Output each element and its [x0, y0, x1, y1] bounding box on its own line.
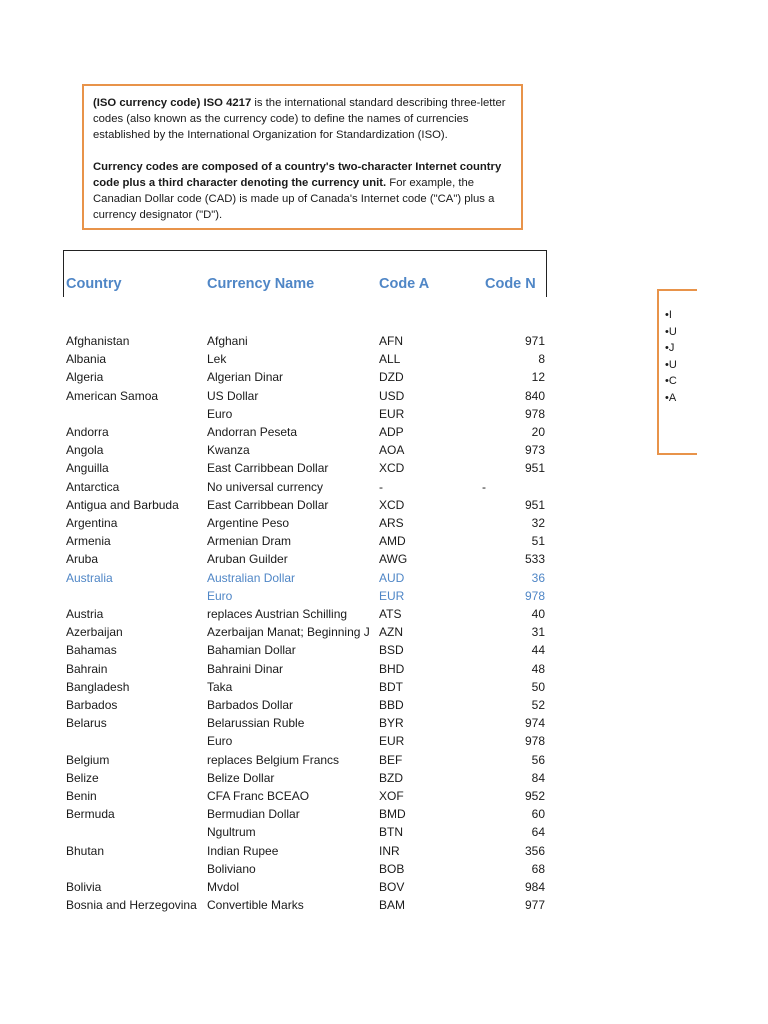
table-row	[0, 405, 768, 423]
cell-code-n: -	[482, 479, 486, 494]
info-p2-bold: Currency codes are composed of a country's two-character Internet country code plus a third character denoting the currency unit.	[93, 161, 502, 189]
cell-code-n: 974	[524, 716, 545, 731]
cell-code-a: AFN	[379, 334, 403, 348]
cell-code-a: BBD	[379, 698, 404, 712]
table-row	[0, 478, 768, 496]
cell-country: Antarctica	[66, 479, 120, 494]
cell-code-n: 20	[531, 425, 545, 439]
cell-code-n: 64	[531, 825, 545, 840]
table-row	[0, 805, 768, 823]
cell-code-a: BSD	[379, 643, 404, 658]
cell-currency-name: Bahraini Dinar	[207, 661, 284, 676]
table-row	[0, 623, 768, 641]
table-row	[0, 896, 768, 914]
cell-code-a: ARS	[379, 516, 404, 530]
cell-currency-name: East Carribbean Dollar	[207, 461, 329, 476]
cell-country: Bolivia	[66, 880, 102, 894]
table-row	[0, 550, 768, 568]
table-row	[0, 605, 768, 623]
cell-currency-name: Belize Dollar	[207, 770, 275, 785]
cell-code-a: -	[379, 479, 383, 494]
cell-currency-name: Lek	[207, 352, 227, 367]
table-row	[0, 387, 768, 405]
cell-code-n: 978	[524, 734, 545, 749]
info-paragraph-2	[93, 159, 511, 223]
cell-country: Bahrain	[66, 661, 108, 676]
cell-country: Aruba	[66, 552, 99, 567]
cell-code-n: 977	[524, 898, 545, 913]
cell-code-n: 32	[531, 516, 545, 530]
cell-country: Antigua and Barbuda	[66, 497, 179, 512]
cell-currency-name: Bermudian Dollar	[207, 807, 300, 822]
cell-code-a: INR	[379, 843, 400, 858]
cell-currency-name: Boliviano	[207, 861, 256, 876]
cell-code-n: 31	[531, 625, 545, 640]
table-row	[0, 459, 768, 477]
cell-code-n: 978	[524, 406, 545, 421]
cell-code-a: EUR	[379, 588, 405, 603]
cell-code-n: 44	[531, 643, 545, 658]
cell-currency-name: Belarussian Ruble	[207, 716, 305, 731]
cell-currency-name: Australian Dollar	[207, 570, 296, 585]
cell-country: Angola	[66, 443, 104, 458]
cell-code-n: 48	[531, 661, 545, 676]
cell-country: Azerbaijan	[66, 625, 123, 640]
cell-code-n: 951	[524, 461, 545, 476]
cell-currency-name: replaces Austrian Schilling	[207, 607, 348, 621]
cell-code-n: 973	[524, 443, 545, 458]
cell-code-a: EUR	[379, 734, 405, 749]
table-row	[0, 441, 768, 459]
cell-currency-name: Algerian Dinar	[207, 370, 284, 385]
cell-country: American Samoa	[66, 388, 159, 403]
cell-country: Andorra	[66, 425, 109, 439]
side-bullet: •C	[665, 375, 677, 387]
table-row	[0, 587, 768, 605]
info-p1-rest: is the international standard describing three-letter codes (also known as the currency code) to define the names of currencies established by the International Organization for Standardization (ISO).	[93, 97, 506, 141]
cell-currency-name: Andorran Peseta	[207, 425, 298, 439]
header-code-a: Code A	[379, 276, 430, 292]
cell-currency-name: Azerbaijan Manat; Beginning J	[207, 625, 370, 640]
cell-code-n: 60	[531, 807, 545, 822]
cell-code-a: XOF	[379, 789, 404, 803]
cell-code-a: ADP	[379, 425, 404, 439]
cell-country: Algeria	[66, 370, 104, 385]
cell-currency-name: Euro	[207, 406, 233, 421]
cell-country: Albania	[66, 352, 107, 367]
table-row	[0, 641, 768, 659]
side-bullet: •J	[665, 342, 675, 354]
cell-code-a: BOV	[379, 880, 405, 894]
cell-country: Anguilla	[66, 461, 109, 476]
cell-code-a: AOA	[379, 443, 405, 458]
table-row	[0, 842, 768, 860]
cell-code-a: AUD	[379, 570, 405, 585]
table-row	[0, 878, 768, 896]
cell-country: Bahamas	[66, 643, 117, 658]
side-bullet: •U	[665, 325, 677, 338]
header-country: Country	[66, 276, 122, 292]
iso-info-box	[82, 84, 523, 230]
cell-country: Benin	[66, 789, 97, 803]
cell-currency-name: Bahamian Dollar	[207, 643, 296, 658]
cell-currency-name: Euro	[207, 588, 233, 603]
cell-code-n: 533	[524, 552, 545, 567]
cell-country: Barbados	[66, 698, 118, 712]
cell-currency-name: Aruban Guilder	[207, 552, 288, 567]
info-p1-bold: (ISO currency code) ISO 4217	[93, 97, 252, 109]
table-row	[0, 787, 768, 805]
cell-code-a: DZD	[379, 370, 404, 385]
cell-code-n: 40	[531, 607, 545, 621]
header-code-n: Code N	[485, 276, 536, 292]
info-paragraph-1	[93, 95, 511, 143]
cell-code-a: BHD	[379, 661, 405, 676]
cell-code-n: 51	[531, 534, 545, 549]
cell-currency-name: No universal currency	[207, 479, 324, 494]
cell-code-n: 971	[524, 334, 545, 348]
cell-code-a: XCD	[379, 461, 405, 476]
cell-code-a: BDT	[379, 679, 403, 694]
cell-code-n: 68	[531, 861, 545, 876]
cell-code-a: ATS	[379, 607, 402, 621]
table-row	[0, 423, 768, 441]
cell-currency-name: CFA Franc BCEAO	[207, 789, 310, 803]
cell-currency-name: Mvdol	[207, 880, 240, 894]
cell-country: Belize	[66, 770, 99, 785]
cell-code-a: AZN	[379, 625, 403, 640]
table-row	[0, 769, 768, 787]
cell-code-a: BTN	[379, 825, 403, 840]
cell-code-a: BYR	[379, 716, 404, 731]
cell-country: Bermuda	[66, 807, 115, 822]
table-row	[0, 860, 768, 878]
table-row	[0, 350, 768, 368]
cell-code-a: BEF	[379, 752, 403, 767]
cell-country: Bhutan	[66, 843, 105, 858]
cell-country: Australia	[66, 570, 113, 585]
cell-currency-name: Indian Rupee	[207, 843, 279, 858]
cell-code-n: 56	[531, 752, 545, 767]
cell-code-n: 356	[524, 843, 545, 858]
table-row	[0, 678, 768, 696]
cell-code-n: 84	[531, 770, 545, 785]
cell-code-a: BAM	[379, 898, 406, 913]
cell-code-n: 12	[531, 370, 545, 385]
cell-code-n: 840	[524, 388, 545, 403]
cell-code-a: AMD	[379, 534, 406, 549]
cell-code-a: EUR	[379, 406, 405, 421]
cell-code-a: ALL	[379, 352, 401, 367]
table-row	[0, 660, 768, 678]
table-row	[0, 332, 768, 350]
side-bullet: •A	[665, 391, 677, 404]
table-row	[0, 569, 768, 587]
cell-code-n: 36	[531, 570, 545, 585]
cell-currency-name: Barbados Dollar	[207, 698, 294, 712]
table-row	[0, 532, 768, 550]
cell-code-n: 52	[531, 698, 545, 712]
cell-code-n: 8	[538, 352, 545, 367]
cell-code-a: AWG	[379, 552, 408, 567]
table-row	[0, 714, 768, 732]
cell-currency-name: Convertible Marks	[207, 898, 304, 913]
info-p2-rest: For example, the Canadian Dollar code (CAD) is made up of Canada's Internet code ("CA") plus a currency designator ("D").	[93, 177, 495, 221]
header-currency-name: Currency Name	[207, 276, 315, 292]
cell-currency-name: Argentine Peso	[207, 516, 290, 530]
cell-currency-name: US Dollar	[207, 388, 259, 403]
cell-currency-name: Ngultrum	[207, 825, 256, 840]
cell-country: Armenia	[66, 534, 111, 549]
side-bullet: •I	[665, 309, 672, 321]
cell-code-a: BMD	[379, 807, 406, 822]
cell-code-a: USD	[379, 388, 405, 403]
cell-currency-name: Euro	[207, 734, 233, 749]
cell-country: Austria	[66, 607, 104, 621]
table-row	[0, 514, 768, 532]
table-row	[0, 368, 768, 386]
table-row	[0, 823, 768, 841]
cell-code-a: BZD	[379, 770, 403, 785]
cell-currency-name: Armenian Dram	[207, 534, 292, 549]
cell-country: Afghanistan	[66, 334, 130, 348]
cell-code-n: 952	[524, 789, 545, 803]
cell-code-n: 978	[524, 588, 545, 603]
cell-code-n: 951	[524, 497, 545, 512]
cell-currency-name: Taka	[207, 679, 233, 694]
table-row	[0, 732, 768, 750]
table-row	[0, 696, 768, 714]
cell-country: Argentina	[66, 516, 118, 530]
cell-code-a: BOB	[379, 861, 405, 876]
cell-currency-name: Kwanza	[207, 443, 250, 458]
cell-country: Belarus	[66, 716, 107, 731]
table-row	[0, 751, 768, 769]
cell-code-a: XCD	[379, 497, 405, 512]
table-row	[0, 496, 768, 514]
cell-currency-name: replaces Belgium Francs	[207, 752, 340, 767]
cell-code-n: 50	[531, 679, 545, 694]
cell-country: Belgium	[66, 752, 110, 767]
cell-code-n: 984	[524, 880, 545, 894]
cell-country: Bosnia and Herzegovina	[66, 898, 197, 913]
side-bullet: •U	[665, 358, 677, 371]
cell-country: Bangladesh	[66, 679, 130, 694]
cell-currency-name: East Carribbean Dollar	[207, 497, 329, 512]
cell-currency-name: Afghani	[207, 334, 248, 348]
